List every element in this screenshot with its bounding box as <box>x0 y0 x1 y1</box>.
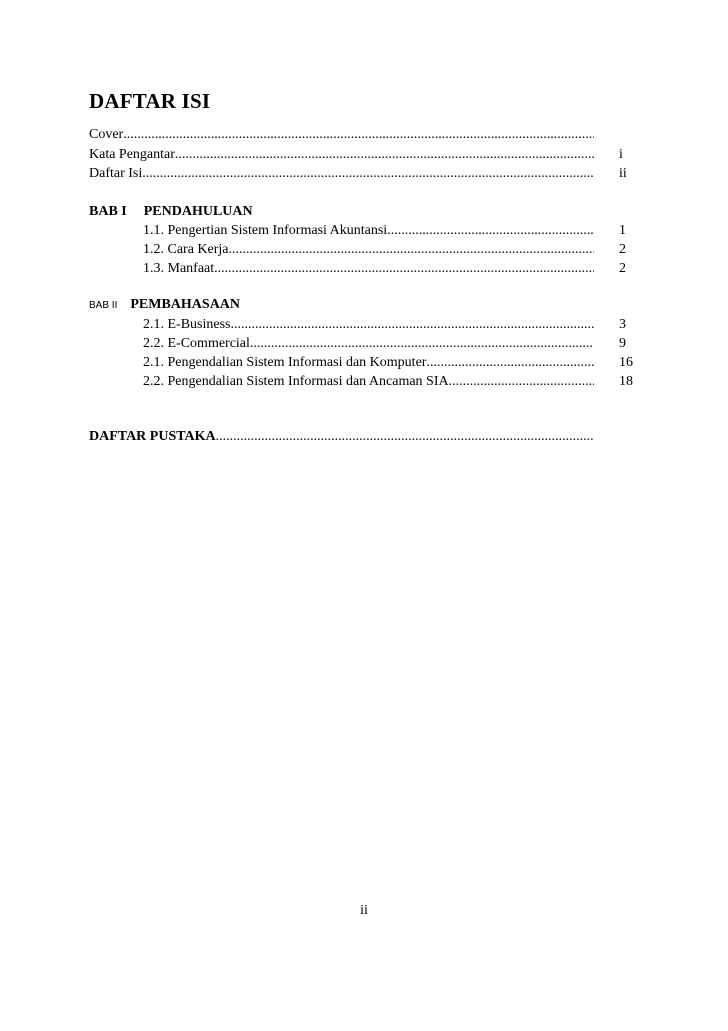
leader-dots <box>229 241 594 259</box>
toc-page-number: 2 <box>619 261 626 276</box>
toc-entry-label: 1.3. Manfaat <box>143 261 215 276</box>
toc-entry-2-4[interactable] <box>143 373 594 391</box>
toc-entry-2-3[interactable] <box>143 354 594 372</box>
chapter-title: PENDAHULUAN <box>143 204 253 219</box>
toc-entry-daftar-isi[interactable] <box>89 165 594 183</box>
toc-entry-cover[interactable] <box>89 126 594 144</box>
chapter-number: BAB II <box>89 300 118 311</box>
leader-dots <box>449 373 594 391</box>
toc-entry-2-1[interactable] <box>143 316 594 334</box>
toc-entry-1-2[interactable] <box>143 241 594 259</box>
chapter-heading-bab-2 <box>89 296 240 315</box>
leader-dots <box>216 428 594 446</box>
toc-entry-label: 1.2. Cara Kerja <box>143 242 229 257</box>
toc-page-number: 18 <box>619 374 633 389</box>
toc-entry-label: Kata Pengantar <box>89 147 175 162</box>
toc-page-number: 3 <box>619 317 626 332</box>
toc-entry-1-3[interactable] <box>143 260 594 278</box>
leader-dots <box>426 354 594 372</box>
leader-dots <box>387 222 594 240</box>
leader-dots <box>142 165 594 183</box>
toc-entry-label: 2.1. Pengendalian Sistem Informasi dan Komputer <box>143 355 427 370</box>
leader-dots <box>214 260 594 278</box>
toc-page-number: ii <box>619 166 627 181</box>
toc-entry-kata-pengantar[interactable] <box>89 146 594 164</box>
toc-page-number: i <box>619 147 623 162</box>
toc-entry-1-1[interactable] <box>143 222 594 240</box>
toc-entry-daftar-pustaka[interactable] <box>89 428 594 446</box>
toc-entry-label: 2.2. Pengendalian Sistem Informasi dan Ancaman SIA <box>143 374 449 389</box>
toc-entry-label: Cover <box>89 127 124 142</box>
page-number-footer: ii <box>360 903 368 918</box>
leader-dots <box>250 335 594 353</box>
toc-entry-label: DAFTAR PUSTAKA <box>89 429 216 444</box>
toc-page-number: 9 <box>619 336 626 351</box>
toc-page-number: 1 <box>619 223 626 238</box>
toc-entry-label: 1.1. Pengertian Sistem Informasi Akuntansi <box>143 223 388 238</box>
toc-page-number: 2 <box>619 242 626 257</box>
toc-entry-label: 2.1. E-Business <box>143 317 231 332</box>
toc-page-number: 16 <box>619 355 633 370</box>
chapter-heading-bab-1 <box>89 203 253 221</box>
toc-entry-2-2[interactable] <box>143 335 594 353</box>
chapter-number: BAB I <box>89 204 127 219</box>
leader-dots <box>231 316 595 334</box>
leader-dots <box>123 126 594 144</box>
toc-entry-label: Daftar Isi <box>89 166 143 181</box>
toc-entry-label: 2.2. E-Commercial <box>143 336 250 351</box>
chapter-title: PEMBAHASAAN <box>130 297 241 312</box>
leader-dots <box>175 146 594 164</box>
page-title: DAFTAR ISI <box>89 89 211 113</box>
